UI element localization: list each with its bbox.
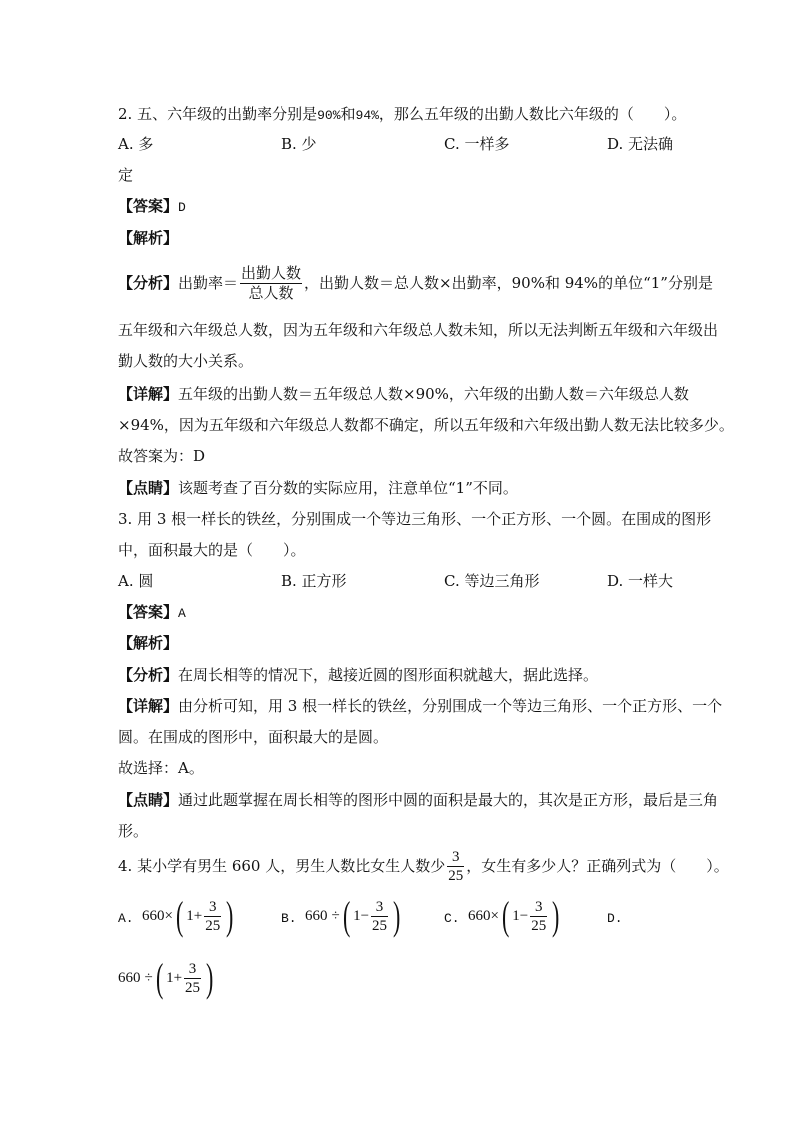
q4-stem-fraction (447, 848, 464, 885)
fraction-numerator: 3 (375, 898, 384, 915)
q2-fenxi-text-b: ，出勤人数＝总人数×出勤率，90%和 94%的单位“1”分别是 (304, 274, 713, 292)
fraction-denominator: 25 (372, 917, 388, 934)
fraction-numerator: 3 (452, 848, 460, 865)
q2-option-d[interactable]: D. 无法确 (607, 135, 674, 153)
q4-stem-text: 4. 某小学有男生 660 人，男生人数比女生人数少 (118, 857, 446, 875)
q2-xiangjie-line1 (118, 384, 689, 404)
q4-option-d-label[interactable]: D. (607, 911, 623, 926)
q3-dianjing-line1 (118, 790, 718, 810)
q3-dianjing-line2: 形。 (118, 822, 149, 840)
q4-option-b-expression[interactable] (305, 893, 403, 938)
fraction-numerator: 3 (535, 898, 543, 915)
q3-answer (118, 602, 186, 624)
q4-option-b-label[interactable]: B. (281, 911, 297, 926)
q4-stem (118, 845, 729, 887)
q2-option-d-continued: 定 (118, 166, 134, 184)
dianjing-label: 【点睛】 (118, 791, 179, 809)
q2-answer-value: D (178, 200, 186, 215)
q2-dianjing-text: 该题考查了百分数的实际应用，注意单位“1”不同。 (178, 479, 518, 497)
right-paren: ) (206, 955, 214, 1000)
fraction-3-25 (184, 960, 201, 997)
q2-option-a[interactable]: A. 多 (118, 135, 154, 153)
fraction-denominator: 25 (205, 917, 221, 934)
q2-option-b[interactable]: B. 少 (281, 135, 317, 153)
q2-stem-tail: ，那么五年级的出勤人数比六年级的（ ）。 (378, 105, 687, 123)
fraction-3-25 (530, 898, 547, 935)
fraction-numerator: 3 (188, 960, 197, 977)
left-paren: ( (175, 893, 184, 938)
fraction-numerator: 出勤人数 (241, 263, 302, 282)
number-1: 1 (186, 907, 194, 924)
q3-xiangjie-line2: 圆。在围成的图形中，面积最大的是圆。 (118, 728, 389, 746)
minus-sign: − (519, 907, 529, 924)
q2-pct94: 94% (355, 108, 379, 123)
q4-option-c-expression[interactable] (468, 893, 563, 938)
q2-fenxi-text-a: 出勤率＝ (178, 274, 239, 292)
q3-fenxi-text: 在周长相等的情况下，越接近圆的图形面积就越大，据此选择。 (178, 666, 599, 684)
right-paren: ) (552, 893, 560, 938)
q2-stem (118, 104, 686, 126)
right-paren: ) (226, 893, 234, 938)
left-paren: ( (342, 893, 351, 938)
q2-xiangjie-line2: ×94%，因为五年级和六年级总人数都不确定，所以五年级和六年级出勤人数无法比较多少。 (118, 416, 734, 434)
dianjing-label: 【点睛】 (118, 479, 179, 497)
q3-stem-line1: 3. 用 3 根一样长的铁丝，分别围成一个等边三角形、一个正方形、一个圆。在围成的图形 (118, 510, 712, 528)
q2-analysis-label: 【解析】 (118, 229, 179, 247)
plus-sign: + (193, 907, 203, 924)
minus-sign: − (360, 907, 370, 924)
right-paren: ) (393, 893, 401, 938)
number-1: 1 (353, 907, 361, 924)
q3-answer-value: A (178, 606, 186, 621)
q2-fenxi-line3: 勤人数的大小关系。 (118, 352, 254, 370)
fraction-denominator: 总人数 (248, 283, 294, 302)
q3-xiangjie-line1 (118, 696, 722, 716)
number-1: 1 (166, 969, 174, 986)
q4-stem-tail: ，女生有多少人？正确列式为（ ）。 (466, 857, 729, 875)
q3-xiangjie-text: 由分析可知，用 3 根一样长的铁丝，分别围成一个等边三角形、一个正方形、一个 (178, 697, 723, 715)
q3-option-a[interactable]: A. 圆 (118, 572, 154, 590)
q2-pct90: 90% (317, 108, 341, 123)
number-660: 660 (305, 907, 328, 924)
q3-stem-line2: 中，面积最大的是（ ）。 (118, 541, 306, 559)
number-1: 1 (512, 907, 520, 924)
answer-label: 【答案】 (118, 197, 179, 215)
fraction-numerator: 3 (209, 898, 217, 915)
q2-dianjing (118, 478, 518, 498)
fraction-denominator: 25 (531, 917, 547, 934)
q2-and: 和 (340, 105, 356, 123)
q4-option-a-expression[interactable] (142, 893, 237, 938)
q4-option-c-label[interactable]: C. (444, 911, 460, 926)
q2-fenxi-line2: 五年级和六年级总人数，因为五年级和六年级总人数未知，所以无法判断五年级和六年级出 (118, 321, 719, 339)
q2-answer (118, 196, 186, 218)
times-sign: × (490, 907, 499, 924)
divide-sign: ÷ (331, 907, 340, 924)
fraction-denominator: 25 (185, 979, 201, 996)
fraction-denominator: 25 (448, 867, 464, 884)
fraction-3-25 (204, 898, 221, 935)
answer-label: 【答案】 (118, 603, 179, 621)
fenxi-label: 【分析】 (118, 666, 179, 684)
number-660: 660 (118, 969, 141, 986)
q3-dianjing-text: 通过此题掌握在周长相等的图形中圆的面积是最大的，其次是正方形，最后是三角 (178, 791, 719, 809)
q3-option-d[interactable]: D. 一样大 (607, 572, 674, 590)
left-paren: ( (155, 955, 164, 1000)
q2-attendance-fraction (240, 264, 302, 303)
number-660: 660 (468, 907, 491, 924)
q2-fenxi-line1 (118, 262, 713, 304)
q3-option-c[interactable]: C. 等边三角形 (444, 572, 540, 590)
q3-final-answer: 故选择：A。 (118, 759, 204, 777)
fenxi-label: 【分析】 (118, 274, 179, 292)
divide-sign: ÷ (144, 969, 153, 986)
q3-option-b[interactable]: B. 正方形 (281, 572, 347, 590)
q2-stem-text: 2. 五、六年级的出勤率分别是 (118, 105, 318, 123)
q3-analysis-label: 【解析】 (118, 634, 179, 652)
q2-final-answer: 故答案为：D (118, 447, 206, 465)
q4-option-d-expression[interactable] (118, 955, 216, 1000)
number-660: 660 (142, 907, 165, 924)
xiangjie-label: 【详解】 (118, 385, 179, 403)
q4-option-a-label[interactable]: A. (118, 911, 134, 926)
fraction-3-25 (371, 898, 388, 935)
left-paren: ( (501, 893, 510, 938)
times-sign: × (164, 907, 173, 924)
plus-sign: + (173, 969, 183, 986)
q2-xiangjie-text: 五年级的出勤人数＝五年级总人数×90%，六年级的出勤人数＝六年级总人数 (178, 385, 689, 403)
xiangjie-label: 【详解】 (118, 697, 179, 715)
q3-fenxi (118, 665, 598, 685)
q2-option-c[interactable]: C. 一样多 (444, 135, 510, 153)
